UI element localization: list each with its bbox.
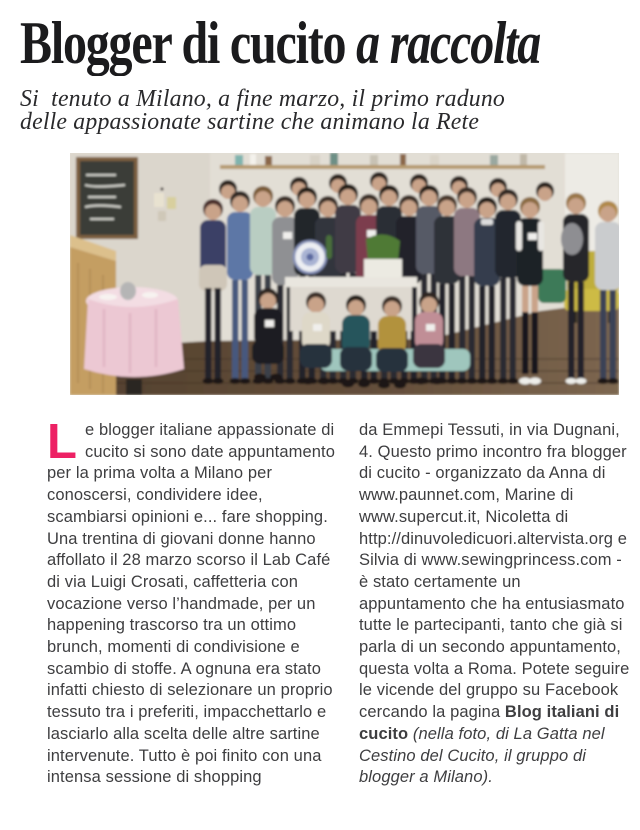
group-photo-illustration (70, 153, 619, 395)
column2-lead: da Emmepi Tessuti, in via Dugnani, 4. Questo primo incontro fra blogger di cucito - organizzato da Anna di www.paunnet.com, Marine di www.supercut.it, Nicoletta di http://dinuvoledicuori.altervista.org e Silvia di www.sewingprincess.com - è stato certamente un appuntamento che ha entusiasmato tutte le partecipanti, tanto che già si parla di un secondo appuntamento, questa volta a Roma. Potete seguire le vicende del gruppo su Facebook cercando la pagina (359, 421, 630, 722)
page-title (20, 12, 540, 74)
article-body (47, 415, 631, 789)
article-photo (70, 153, 619, 395)
column1-text: e blogger italiane appassionate di cucito si sono date appuntamento per la prima volta a Milano per conoscersi, condividere idee, scambiarsi opinioni e... fare shopping. Una trentina di giovani donne hanno affollato il 28 marzo scorso il Lab Café di via Luigi Crosati, caffetteria con vocazione verso l’handmade, per un happening trascorso tra un ottimo brunch, momenti di condivisione e scambio di stoffe. A ognuna era stato infatti chiesto di selezionare un proprio tessuto tra i preferiti, impacchettarlo e lasciarlo alla scelta delle altre sartine intervenute. Tutto è poi finito con una intensa sessione di shopping (47, 421, 335, 787)
page-title-regular: Blogger di cucito (20, 10, 357, 76)
article-column-left (47, 415, 337, 789)
article-column-right (359, 420, 631, 789)
column2-bold-facebook-page: Blog italiani di cucito (359, 703, 620, 743)
subtitle-line-1: Si tenuto a Milano, a fine marzo, il primo raduno (20, 85, 505, 112)
subtitle-line-2: delle appassionate sartine che animano la Rete (20, 107, 480, 135)
column2-photo-credit: (nella foto, di La Gatta nel Cestino del Cucito, il gruppo di blogger a Milano). (359, 724, 605, 787)
subtitle (20, 85, 505, 135)
drop-cap: L (47, 415, 78, 469)
chalkboard (76, 157, 138, 239)
page-title-italic: a raccolta (356, 10, 541, 76)
